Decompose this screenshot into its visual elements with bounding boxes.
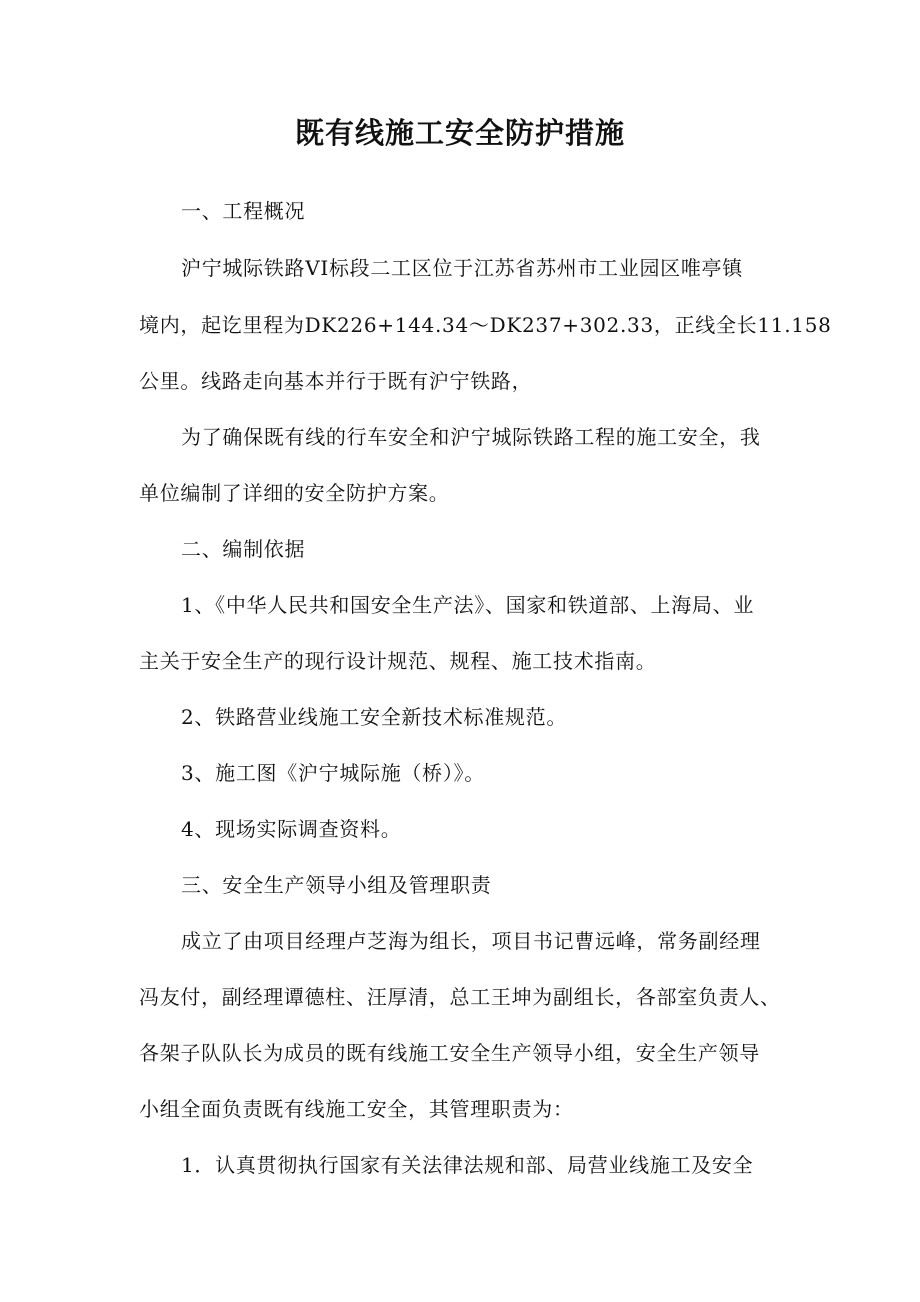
section-heading-project-overview: 一、工程概况	[181, 199, 306, 223]
paragraph-line: 沪宁城际铁路VI标段二工区位于江苏省苏州市工业园区唯亭镇	[181, 256, 743, 280]
section-heading-leadership: 三、安全生产领导小组及管理职责	[181, 873, 492, 897]
list-item-line: 1、《中华人民共和国安全生产法》、国家和铁道部、上海局、业	[181, 593, 755, 617]
list-item-line: 2、铁路营业线施工安全新技术标准规范。	[181, 705, 568, 729]
list-item-line: 主关于安全生产的现行设计规范、规程、施工技术指南。	[139, 649, 657, 673]
list-item-line: 3、施工图《沪宁城际施（桥）》。	[181, 761, 485, 785]
paragraph-line: 各架子队队长为成员的既有线施工安全生产领导小组，安全生产领导	[139, 1041, 760, 1065]
list-item-line: 1．认真贯彻执行国家有关法律法规和部、局营业线施工及安全	[181, 1153, 754, 1177]
paragraph-line: 境内，起讫里程为DK226+144.34～DK237+302.33，正线全长11.158	[139, 313, 832, 337]
paragraph-line: 单位编制了详细的安全防护方案。	[139, 481, 450, 505]
document-title: 既有线施工安全防护措施	[294, 116, 625, 150]
paragraph-line: 小组全面负责既有线施工安全，其管理职责为：	[139, 1097, 574, 1121]
paragraph-line: 为了确保既有线的行车安全和沪宁城际铁路工程的施工安全，我	[181, 425, 761, 449]
paragraph-line: 公里。线路走向基本并行于既有沪宁铁路，	[139, 369, 533, 393]
paragraph-line: 成立了由项目经理卢芝海为组长，项目书记曹远峰，常务副经理	[181, 929, 761, 953]
paragraph-line: 冯友付，副经理谭德柱、汪厚清，总工王坤为副组长，各部室负责人、	[139, 985, 781, 1009]
list-item-line: 4、现场实际调查资料。	[181, 817, 402, 841]
section-heading-basis: 二、编制依据	[181, 537, 306, 561]
